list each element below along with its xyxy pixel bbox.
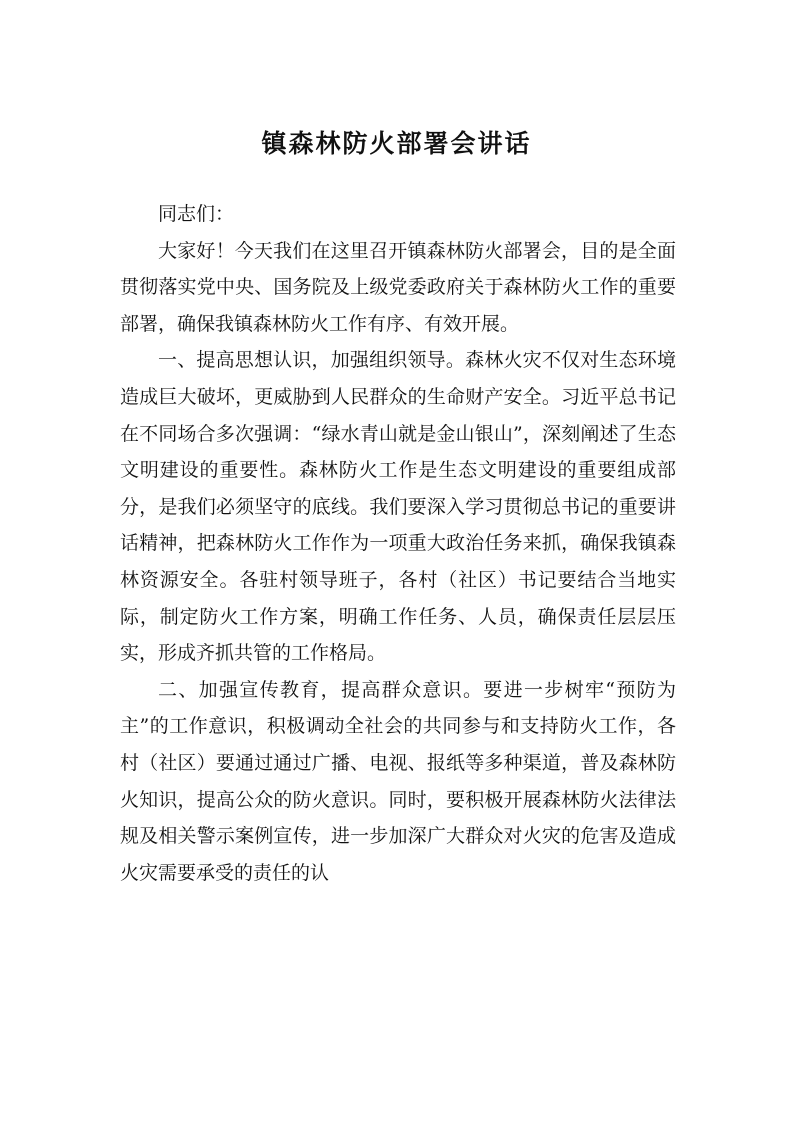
section-one-paragraph: 一、提高思想认识，加强组织领导。森林火灾不仅对生态环境造成巨大破坏，更威胁到人民群众的生命财产安全。习近平总书记在不同场合多次强调：“绿水青山就是金山银山”，深刻阐述了生态文明建设的重要性。森林防火工作是生态文明建设的重要组成部分，是我们必须坚守的底线。我们要深入学习贯彻总书记的重要讲话精神，把森林防火工作作为一项重大政治任务来抓，确保我镇森林资源安全。各驻村领导班子，各村（社区）书记要结合当地实际，制定防火工作方案，明确工作任务、人员，确保责任层层压实，形成齐抓共管的工作格局。 [120,349,676,665]
opening-paragraph: 大家好！今天我们在这里召开镇森林防火部署会，目的是全面贯彻落实党中央、国务院及上级党委政府关于森林防火工作的重要部署，确保我镇森林防火工作有序、有效开展。 [120,239,676,335]
document-body [120,196,676,891]
salutation-paragraph: 同志们： [158,203,235,225]
document-title: 镇森林防火部署会讲话 [261,129,532,158]
section-two-paragraph: 二、加强宣传教育，提高群众意识。要进一步树牢“预防为主”的工作意识，积极调动全社会的共同参与和支持防火工作，各村（社区）要通过通过广播、电视、报纸等多种渠道，普及森林防火知识，提高公众的防火意识。同时，要积极开展森林防火法律法规及相关警示案例宣传，进一步加深广大群众对火灾的危害及造成火灾需要承受的责任的认 [120,678,676,884]
